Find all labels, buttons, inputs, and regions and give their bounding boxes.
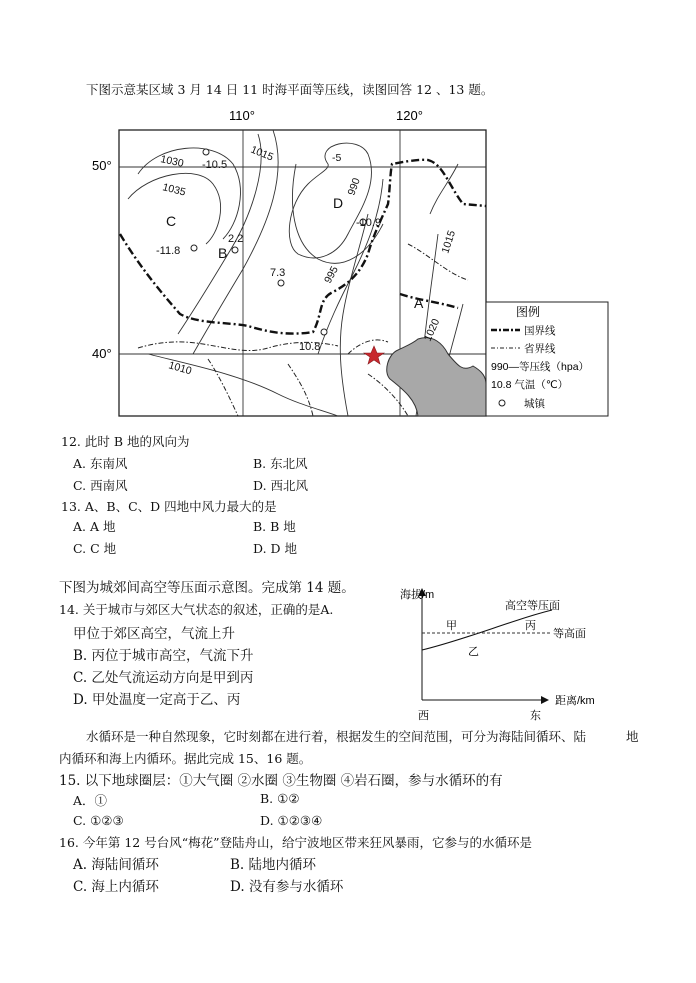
q12-option-b[interactable]: B. 东北风: [253, 456, 308, 471]
isobaric-surface-label: 高空等压面: [505, 600, 560, 612]
q15-stem: 15. 以下地球圈层：①大气圈 ②水圈 ③生物圈 ④岩石圈，参与水循环的有: [59, 773, 503, 789]
legend-temperature: 10.8 气温（℃）: [491, 379, 569, 391]
temp-label: 2.2: [228, 233, 244, 245]
isobar-label: 995: [322, 264, 341, 286]
q12-intro: 下图示意某区域 3 月 14 日 11 时海平面等压线，读图回答 12 、13 题。: [86, 82, 494, 97]
q15-option-b[interactable]: B. ①②: [260, 791, 300, 806]
q15-intro-line2: 内循环和海上内循环。据此完成 15、16 题。: [59, 751, 312, 766]
isobar-label: 1015: [439, 229, 459, 255]
y-axis-label: 海拔/m: [400, 589, 435, 601]
isobar-label: 1015: [248, 143, 276, 164]
point-bing: 丙: [525, 620, 536, 632]
east-label: 东: [530, 710, 541, 722]
point-jia: 甲: [446, 620, 457, 632]
lat-label-40: 40°: [92, 346, 112, 361]
q14-option-c[interactable]: C. 乙处气流运动方向是甲到丙: [73, 670, 254, 686]
temp-label: -10.9: [356, 217, 382, 229]
pressure-surface-diagram: [395, 584, 655, 724]
temp-label: 10.8: [299, 341, 321, 353]
q14-stem: 14. 关于城市与郊区大气状态的叙述，正确的是A.: [59, 602, 334, 617]
q15-option-c[interactable]: C. ①②③: [73, 813, 124, 828]
isobar-label: 990: [345, 176, 363, 198]
q16-option-d[interactable]: D. 没有参与水循环: [230, 879, 344, 895]
point-c: C: [166, 213, 177, 229]
temp-label: -5: [332, 152, 342, 164]
q15-intro-line1-tail: 地: [626, 729, 639, 744]
q12-option-a[interactable]: A. 东南风: [73, 456, 128, 471]
temp-label: 7.3: [270, 267, 286, 279]
lon-label-120: 120°: [396, 108, 423, 123]
iso-height-label: 等高面: [553, 628, 586, 640]
q16-option-a[interactable]: A. 海陆间循环: [73, 857, 159, 873]
q12-option-d[interactable]: D. 西北风: [253, 478, 309, 493]
q14-option-a[interactable]: 甲位于郊区高空，气流上升: [73, 626, 235, 642]
q12-option-c[interactable]: C. 西南风: [73, 478, 128, 493]
q12-stem: 12. 此时 B 地的风向为: [61, 434, 190, 449]
q15-intro-line1: 水循环是一种自然现象，它时刻都在进行着，根据发生的空间范围，可分为海陆间循环、陆: [86, 729, 587, 744]
q16-option-c[interactable]: C. 海上内循环: [73, 879, 159, 895]
point-yi: 乙: [468, 646, 479, 658]
legend-town-icon: [499, 400, 505, 406]
q14-intro: 下图为城郊间高空等压面示意图。完成第 14 题。: [59, 580, 355, 596]
legend-isobar: 990—等压线（hpa）: [491, 361, 590, 373]
x-axis-label: 距离/km: [555, 695, 595, 707]
isobar-label: 1020: [421, 316, 443, 344]
q13-option-d[interactable]: D. D 地: [253, 541, 298, 556]
temp-label: -10.5: [202, 159, 228, 171]
q13-option-b[interactable]: B. B 地: [253, 519, 296, 534]
q16-option-b[interactable]: B. 陆地内循环: [230, 857, 317, 873]
isobar-label: 1035: [161, 181, 187, 199]
legend-provincial-border: 省界线: [524, 343, 556, 355]
q14-option-b[interactable]: B. 丙位于城市高空，气流下升: [73, 648, 254, 664]
lat-label-50: 50°: [92, 158, 112, 173]
isobar-label: 1030: [159, 153, 185, 170]
legend-town: 城镇: [524, 398, 545, 410]
q15-option-d[interactable]: D. ①②③④: [260, 813, 323, 828]
q13-option-c[interactable]: C. C 地: [73, 541, 117, 556]
q16-stem: 16. 今年第 12 号台风“梅花”登陆舟山，给宁波地区带来狂风暴雨，它参与的水循环是: [59, 835, 532, 850]
q13-option-a[interactable]: A. A 地: [73, 519, 116, 534]
point-a: A: [414, 295, 424, 311]
q15-option-a[interactable]: A．①: [73, 793, 108, 808]
isobar-label: 1010: [167, 359, 193, 378]
q13-stem: 13. A、B、C、D 四地中风力最大的是: [61, 499, 277, 514]
map-legend: [486, 302, 608, 416]
legend-national-border: 国界线: [524, 325, 556, 337]
point-b: B: [218, 245, 228, 261]
legend-title: 图例: [516, 305, 541, 319]
q14-option-d[interactable]: D. 甲处温度一定高于乙、丙: [73, 692, 241, 708]
point-d: D: [333, 195, 344, 211]
temp-label: -11.8: [156, 245, 181, 257]
west-label: 西: [418, 710, 429, 722]
isobar-map: [92, 104, 610, 420]
lon-label-110: 110°: [229, 108, 255, 123]
